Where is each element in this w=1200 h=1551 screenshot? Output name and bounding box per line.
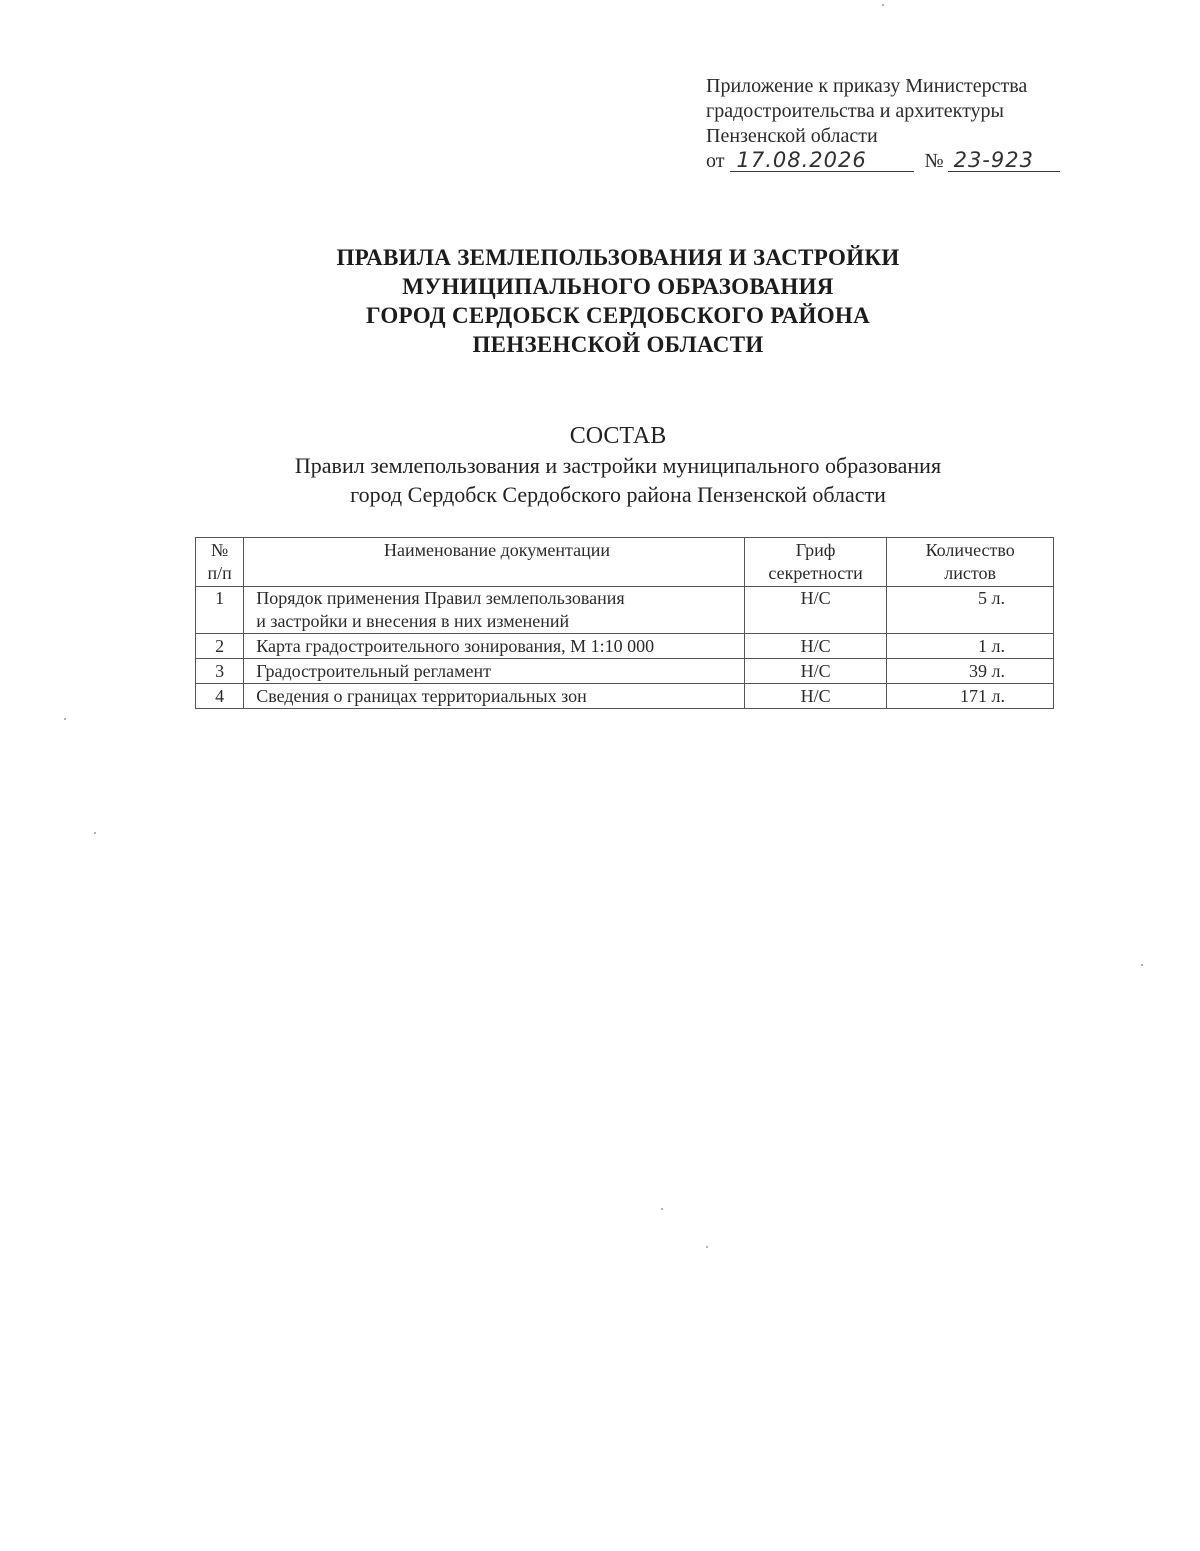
scan-speck [661,1208,663,1210]
number-sign: № [924,150,944,172]
row-quantity: 5 л. [887,587,1054,634]
table-row [196,684,1054,709]
header-quantity-line-2: листов [944,563,997,583]
scan-speck [706,1246,708,1248]
scan-speck [882,4,884,6]
table-row [196,659,1054,684]
appendix-reference-line [706,149,1126,174]
table-row [196,634,1054,659]
header-grif-line-2: секретности [768,563,863,583]
scan-speck [94,832,96,834]
header-number-line-1: № [211,540,229,560]
sostav-subheading [150,451,1086,509]
header-grif-line-1: Гриф [795,540,836,560]
row-quantity: 171 л. [887,684,1054,709]
header-name-text: Наименование документации [383,540,611,560]
row-name-line-2: и застройки и внесения в них изменений [256,611,570,631]
title-line-1: ПРАВИЛА ЗЕМЛЕПОЛЬЗОВАНИЯ И ЗАСТРОЙКИ [336,245,900,270]
row-name: Градостроительный регламент [244,659,745,684]
row-grif: Н/С [744,634,887,659]
row-name-line-1: Порядок применения Правил землепользования [256,588,625,608]
sostav-sub-line-1: Правил землепользования и застройки муниципального образования [294,453,942,478]
table-row [196,587,1054,634]
row-quantity: 1 л. [887,634,1054,659]
appendix-line-1: Приложение к приказу Министерства [706,75,1028,97]
handwritten-number: 23-923 [948,149,1060,172]
from-prefix: от [706,150,725,172]
row-number: 3 [196,659,244,684]
table-header-row [196,538,1054,587]
title-line-2: МУНИЦИПАЛЬНОГО ОБРАЗОВАНИЯ [402,274,834,299]
row-name [244,587,745,634]
row-grif: Н/С [744,587,887,634]
row-number: 4 [196,684,244,709]
handwritten-date: 17.08.2026 [730,149,914,172]
scan-speck [1141,964,1143,966]
header-number [196,538,244,587]
header-quantity-line-1: Количество [925,540,1015,560]
row-name: Карта градостроительного зонирования, М 1:10 000 [244,634,745,659]
row-name: Сведения о границах территориальных зон [244,684,745,709]
scan-speck [64,718,66,720]
title-line-3: ГОРОД СЕРДОБСК СЕРДОБСКОГО РАЙОНА [365,303,871,328]
sostav-sub-line-2: город Сердобск Сердобского района Пензенской области [350,482,886,507]
header-grif [744,538,887,587]
document-title [200,243,1036,359]
row-number: 2 [196,634,244,659]
sostav-heading: СОСТАВ [569,423,667,449]
header-name [244,538,745,587]
row-grif: Н/С [744,684,887,709]
appendix-block [706,74,1126,174]
row-grif: Н/С [744,659,887,684]
title-line-4: ПЕНЗЕНСКОЙ ОБЛАСТИ [472,332,764,357]
header-number-line-2: п/п [207,563,232,583]
row-number: 1 [196,587,244,634]
row-quantity: 39 л. [887,659,1054,684]
appendix-line-3: Пензенской области [706,125,878,147]
documentation-table [195,537,1054,709]
appendix-line-2: градостроительства и архитектуры [706,100,1004,122]
header-quantity [887,538,1054,587]
